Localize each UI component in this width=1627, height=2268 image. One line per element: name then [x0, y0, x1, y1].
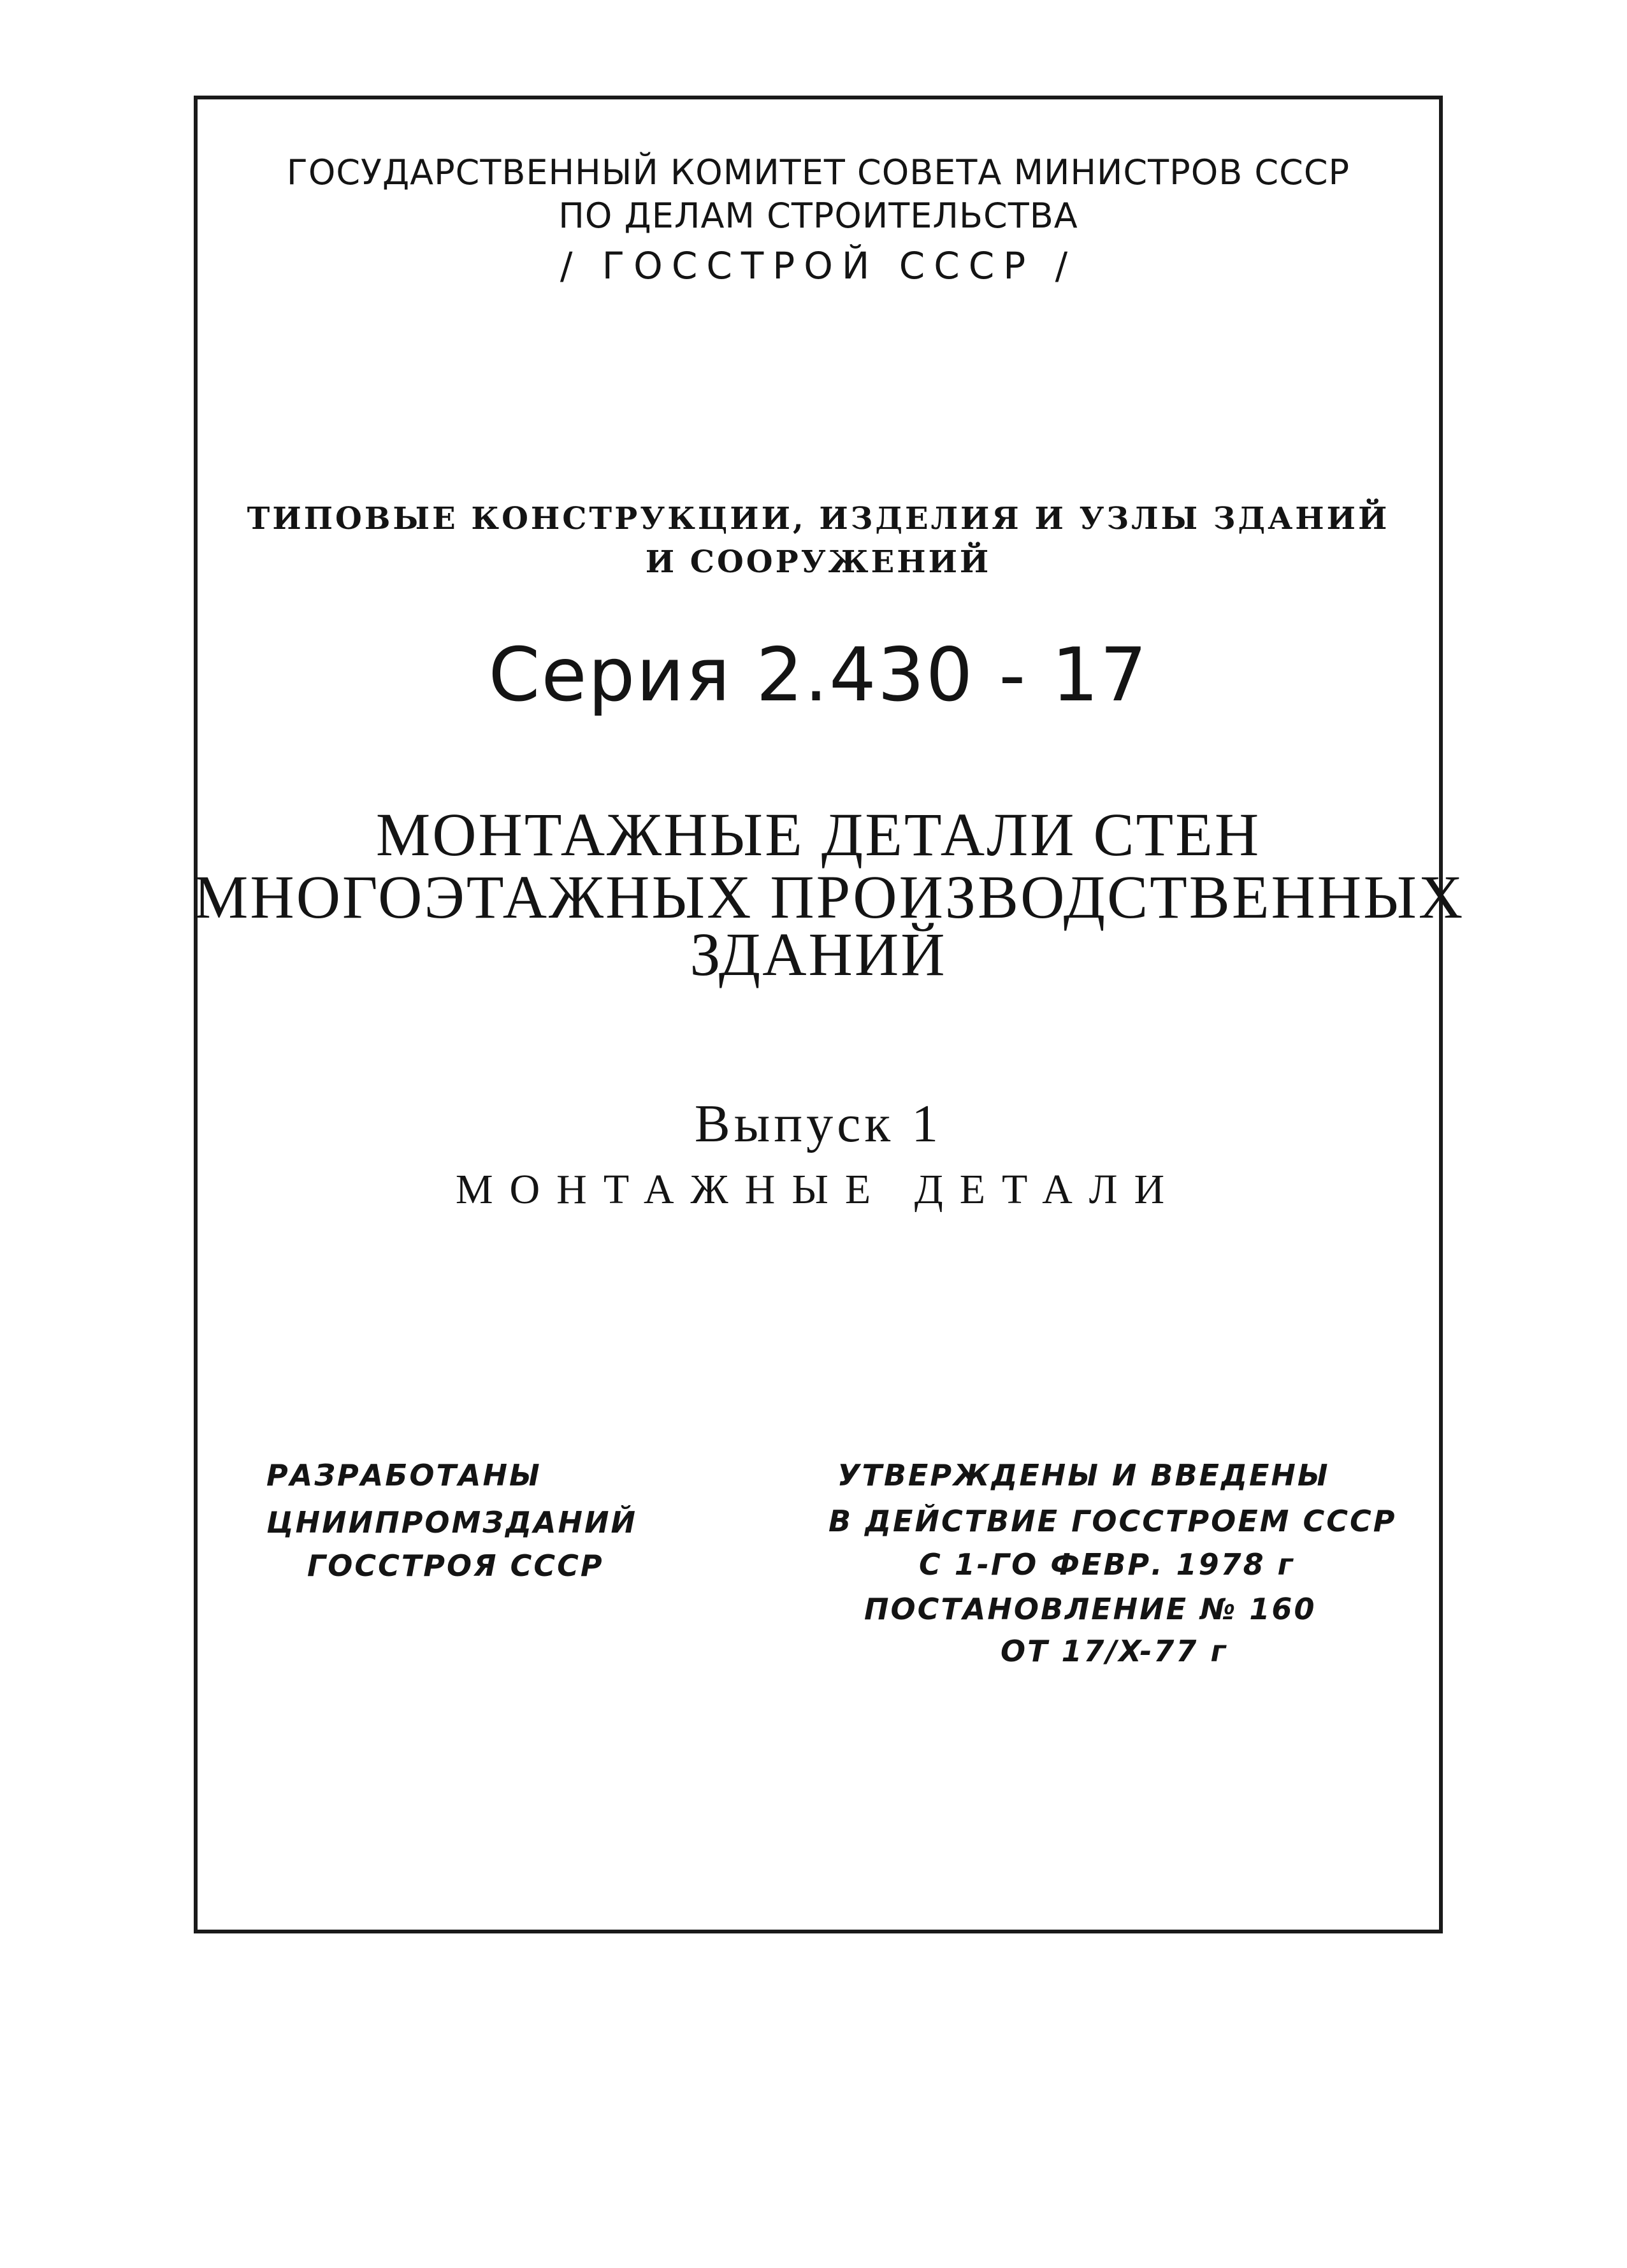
- issue-number: Выпуск 1: [694, 1094, 943, 1153]
- resolution-date: ОТ 17/X-77 г: [1001, 1634, 1228, 1668]
- agency-abbreviation: / ГОССТРОЙ СССР /: [560, 244, 1077, 287]
- agency-name: ГОСУДАРСТВЕННЫЙ КОМИТЕТ СОВЕТА МИНИСТРОВ СССР: [286, 152, 1350, 192]
- approval-effective-date: С 1-ГО ФЕВР. 1978 г: [919, 1547, 1295, 1582]
- page-border: [194, 96, 1465, 1933]
- approval-authority: В ДЕЙСТВИЕ ГОССТРОЕМ СССР: [828, 1504, 1397, 1538]
- developed-label: РАЗРАБОТАНЫ: [266, 1458, 542, 1492]
- document-title-line-2: МНОГОЭТАЖНЫХ ПРОИЗВОДСТВЕННЫХ: [194, 863, 1465, 931]
- series-number: Серия 2.430 - 17: [488, 632, 1148, 718]
- developed-authority: ГОССТРОЯ СССР: [307, 1549, 604, 1583]
- category-line-2: И СООРУЖЕНИЙ: [645, 544, 992, 580]
- resolution-number: ПОСТАНОВЛЕНИЕ № 160: [864, 1592, 1317, 1626]
- agency-department: ПО ДЕЛАМ СТРОИТЕЛЬСТВА: [558, 196, 1078, 236]
- approval-statement: УТВЕРЖДЕНЫ И ВВЕДЕНЫ: [837, 1458, 1330, 1492]
- issue-subtitle: МОНТАЖНЫЕ ДЕТАЛИ: [455, 1166, 1182, 1213]
- document-title-line-3: ЗДАНИЙ: [690, 920, 947, 988]
- document-title-line-1: МОНТАЖНЫЕ ДЕТАЛИ СТЕН: [375, 800, 1261, 869]
- developed-organization: ЦНИИПРОМЗДАНИЙ: [266, 1505, 638, 1540]
- category-line-1: ТИПОВЫЕ КОНСТРУКЦИИ, ИЗДЕЛИЯ И УЗЛЫ ЗДАНИЙ: [247, 501, 1390, 537]
